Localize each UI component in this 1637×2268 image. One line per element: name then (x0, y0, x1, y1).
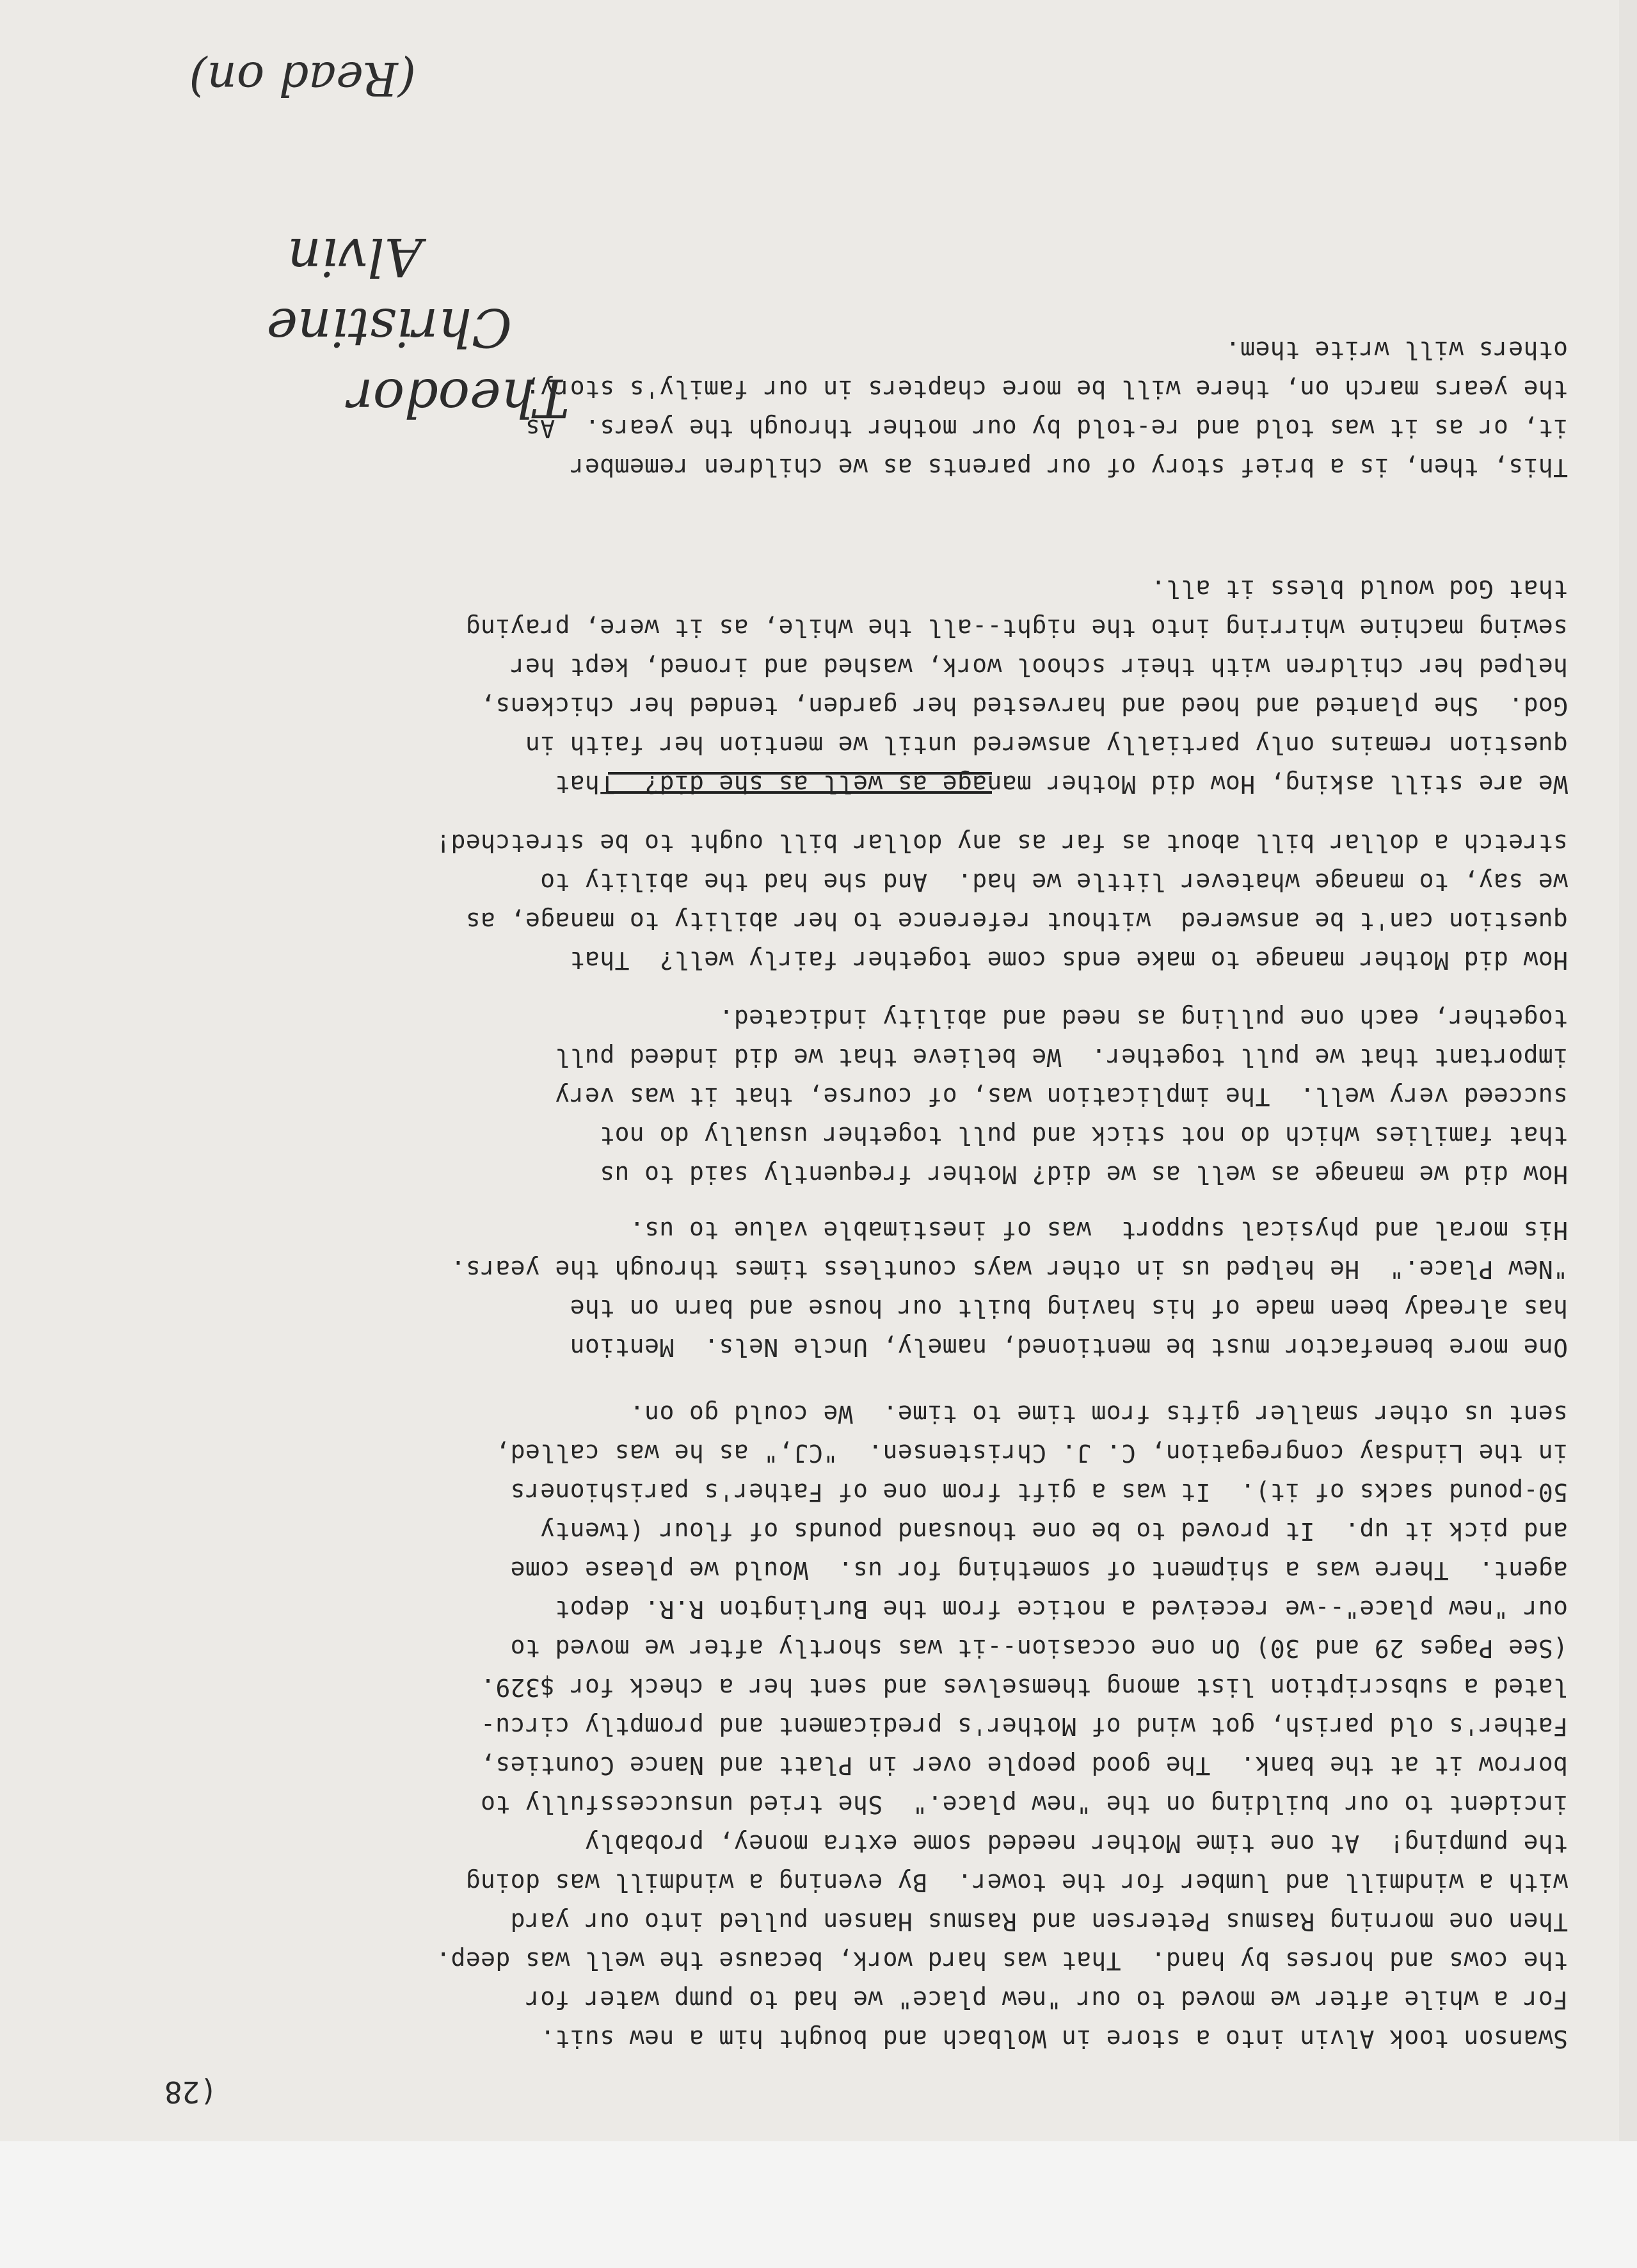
paragraph-uncle-nels: One more benefactor must be mentioned, namely, Uncle Nels. Mention has already been made of his having built our house and barn on the "New Place." He helped us in other ways countless times through the years. His moral and physical support was of inestimable value to us. (451, 1216, 1568, 1362)
paragraph-faith: We are still asking, How did Mother manage as well as she did? That question remains only partially answered until we mention her faith in God. She planted and hoed and harvested her garden, tended her chickens, helped her children with their school work, washed and ironed, kept her sewing machine whirring into the night--all the while, as it were, praying that God would bless it all. (465, 575, 1568, 798)
paragraph-pull-together: How did we manage as well as we did? Mother frequently said to us that families which do not stick and pull together usually do not succeed very well. The implication was, of course, that it was very important that we pull together. We believe that we did indeed pull together, each one pulling as need and ability indicated. (555, 1004, 1568, 1189)
handwritten-signature (186, 221, 570, 432)
signature-line-1: Theodor (347, 367, 570, 428)
section-divider-lower (608, 772, 992, 775)
paragraph-closing: This, then, is a brief story of our parents as we children remember it, or as it was told and re-told by our mother through the years. As the years march on, there will be more chapters in our family's story; others will write them. (525, 336, 1568, 481)
section-divider-upper (608, 791, 992, 794)
scanner-bottom-strip (0, 2141, 1637, 2268)
paragraph-make-ends-meet: How did Mother manage to make ends come together fairly well? That question can't be answered without reference to her ability to manage, as we say, to manage whatever little we had. And she had the ability to stretch a dollar bill about as far as any dollar bill ought to be stretched! (435, 829, 1568, 974)
signature-line-2: Christine (266, 296, 512, 357)
signature-line-3: Alvin (287, 226, 422, 287)
paragraph-benefactors: Swanson took Alvin into a store in Wolbach and bought him a new suit. For a while after we moved to our "new place" we had to pump water for the cows and horses by hand. That was hard work, because the well was deep. Then one morning Rasmus Petersen and Rasmus Hansen pulled into our yard with a windmill and lumber for the tower. By evening a windmill was doing the pumping! At one time Mother needed some extra money, probably incident to our building on the "new place." She tried unsuccessfully to borrow it at the bank. The good people over in Platt and Nance Counties, Father's old parish, got wind of Mother's predicament and promptly circu- lated a subscription list among themselves and sent her a check for $329. (See Pages 29 and 30) On one occasion--it was shortly after we moved to our "new place"--we received a notice from the Burlington R.R. depot agent. There was a shipment of something for us. Would we please come and pick it up. It proved to be one thousand pounds of flour (twenty 50-pound sacks of it). It was a gift from one of Father's parishioners in the Lindsay congregation, C. J. Christensen. "CJ," as he was called, sent us other smaller gifts from time to time. We could go on. (435, 1400, 1568, 2053)
handwritten-note: (Read on) (189, 52, 416, 106)
page-number: (28 (164, 2075, 218, 2109)
